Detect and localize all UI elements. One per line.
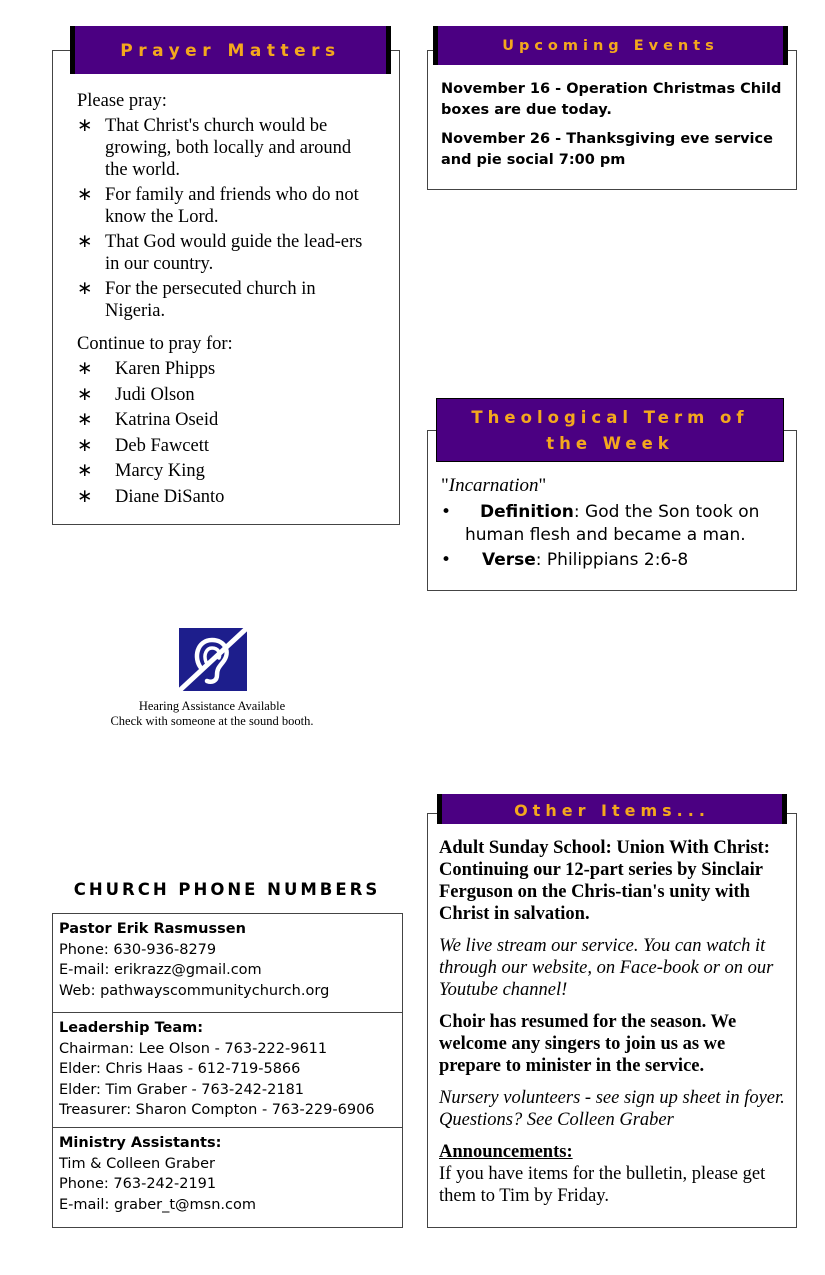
hearing-line2: Check with someone at the sound booth. bbox=[110, 714, 314, 728]
choir-paragraph: Choir has resumed for the season. We welcome any singers to join us as we prepare to minister in the service. bbox=[439, 1012, 737, 1076]
other-items-title: Other Items... bbox=[514, 801, 710, 820]
list-item: E-mail: graber_t@msn.com bbox=[59, 1196, 256, 1213]
ministry-heading: Ministry Assistants: bbox=[59, 1135, 222, 1151]
upcoming-events-title: Upcoming Events bbox=[502, 38, 719, 54]
list-item: Chairman: Lee Olson - 763-222-9611 bbox=[59, 1040, 328, 1057]
pastor-email: E-mail: erikrazz@gmail.com bbox=[59, 962, 262, 978]
announcements-label: Announcements: bbox=[439, 1142, 573, 1162]
list-item: Treasurer: Sharon Compton - 763-229-6906 bbox=[59, 1102, 375, 1118]
continue-label: Continue to pray for: bbox=[77, 334, 233, 354]
list-item: ∗ Karen Phipps bbox=[77, 359, 216, 379]
list-item: Phone: 763-242-2191 bbox=[59, 1176, 217, 1192]
pastor-section bbox=[53, 914, 402, 1013]
pastor-web: Web: pathwayscommunitychurch.org bbox=[59, 982, 330, 999]
ministry-section bbox=[53, 1128, 402, 1221]
other-items-banner bbox=[437, 794, 782, 824]
prayer-names-list bbox=[77, 358, 377, 508]
live-stream-paragraph: We live stream our service. You can watch it through our website, on Face-book or on our Youtube channel! bbox=[439, 936, 774, 1000]
theology-term: "Incarnation" bbox=[441, 475, 547, 496]
leadership-section bbox=[53, 1013, 402, 1128]
list-item: Elder: Chris Haas - 612-719-5866 bbox=[59, 1061, 301, 1077]
prayer-intro: Please pray: bbox=[77, 91, 167, 111]
list-item: ∗ Deb Fawcett bbox=[77, 435, 210, 456]
sunday-school-paragraph: Adult Sunday School: Union With Christ: Continuing our 12-part series by Sinclair Ferguson on the Chris-tian's unity with Christ in salvation. bbox=[439, 838, 770, 924]
list-item: ∗ For family and friends who do not know the Lord. bbox=[77, 185, 359, 227]
list-item: ∗ That Christ's church would be growing, both locally and around the world. bbox=[77, 116, 352, 180]
events-content bbox=[441, 79, 786, 171]
announcements-text: If you have items for the bulletin, please get them to Tim by Friday. bbox=[439, 1164, 766, 1206]
leadership-heading: Leadership Team: bbox=[59, 1020, 204, 1036]
prayer-list bbox=[77, 115, 377, 322]
other-items-content bbox=[439, 837, 787, 1207]
list-item: Elder: Tim Graber - 763-242-2181 bbox=[59, 1081, 305, 1098]
list-item: ∗ That God would guide the lead-ers in our country. bbox=[77, 232, 363, 274]
phone-numbers-box bbox=[52, 913, 403, 1228]
nursery-paragraph: Nursery volunteers - see sign up sheet in foyer. Questions? See Colleen Graber bbox=[439, 1088, 785, 1130]
list-item: ∗ Diane DiSanto bbox=[77, 486, 225, 507]
upcoming-events-banner bbox=[433, 26, 783, 65]
list-item: November 26 - Thanksgiving eve service and pie social 7:00 pm bbox=[441, 131, 773, 168]
hearing-line1: Hearing Assistance Available bbox=[138, 699, 286, 713]
list-item: ∗ For the persecuted church in Nigeria. bbox=[77, 279, 316, 321]
theology-definition: • Definition: God the Son took on human flesh and became a man. bbox=[441, 502, 760, 545]
theology-verse: • Verse: Philippians 2:6-8 bbox=[441, 550, 689, 570]
pastor-name: Pastor Erik Rasmussen bbox=[59, 921, 246, 937]
list-item: ∗ Judi Olson bbox=[77, 384, 195, 405]
phone-numbers-title: CHURCH PHONE NUMBERS bbox=[73, 880, 381, 899]
theology-content bbox=[441, 474, 786, 572]
pastor-phone: Phone: 630-936-8279 bbox=[59, 941, 217, 958]
prayer-matters-title: Prayer Matters bbox=[120, 41, 341, 61]
hearing-assistance-text bbox=[62, 699, 362, 729]
hearing-assistance-icon bbox=[179, 628, 247, 691]
theology-title-line2: the Week bbox=[546, 434, 674, 453]
prayer-matters-banner bbox=[70, 26, 386, 74]
theology-banner bbox=[436, 398, 784, 462]
prayer-content bbox=[77, 90, 377, 508]
theology-title-line1: Theological Term of bbox=[471, 408, 749, 427]
list-item: November 16 - Operation Christmas Child boxes are due today. bbox=[441, 81, 782, 118]
list-item: ∗ Marcy King bbox=[77, 461, 205, 481]
list-item: Tim & Colleen Graber bbox=[59, 1155, 215, 1172]
list-item: ∗ Katrina Oseid bbox=[77, 410, 219, 430]
